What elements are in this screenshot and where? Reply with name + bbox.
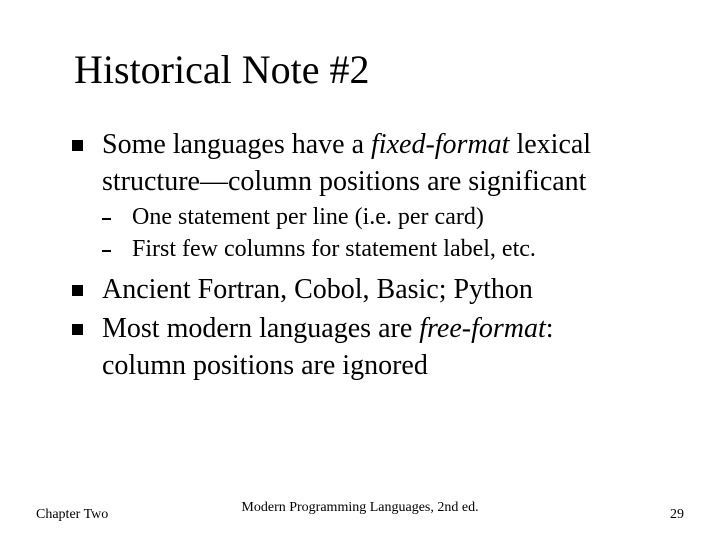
bullet-text-line <box>102 128 591 162</box>
bullet-text-line <box>102 312 554 346</box>
square-bullet-icon <box>72 285 83 296</box>
bullet-emphasis: fixed-format <box>371 129 510 160</box>
dash-bullet-icon <box>102 218 111 220</box>
bullet-text-part: : <box>545 313 554 344</box>
footer-chapter: Chapter Two <box>36 507 109 522</box>
bullet-text-part: lexical <box>509 129 592 160</box>
sub-bullet-item <box>102 235 662 265</box>
sub-bullet-text: One statement per line (i.e. per card) <box>132 204 484 230</box>
bullet-text-line: column positions are ignored <box>102 350 428 381</box>
slide-title: Historical Note #2 <box>74 47 370 92</box>
sub-bullet-text: First few columns for statement label, etc. <box>132 236 536 262</box>
sub-bullet-item <box>102 203 662 233</box>
bullet-text-part: Some languages have a <box>102 129 372 160</box>
bullet-text-line: structure—column positions are significant <box>102 166 587 197</box>
square-bullet-icon <box>72 140 83 151</box>
footer-book-title: Modern Programming Languages, 2nd ed. <box>241 500 479 515</box>
bullet-emphasis: free-format <box>419 313 546 344</box>
bullet-item <box>72 128 692 198</box>
bullet-item <box>72 312 692 382</box>
square-bullet-icon <box>72 324 83 335</box>
dash-bullet-icon <box>102 250 111 252</box>
bullet-text-part: Most modern languages are <box>102 313 420 344</box>
bullet-item <box>72 273 692 309</box>
bullet-text-line: Ancient Fortran, Cobol, Basic; Python <box>102 274 533 305</box>
page-number: 29 <box>670 507 684 522</box>
